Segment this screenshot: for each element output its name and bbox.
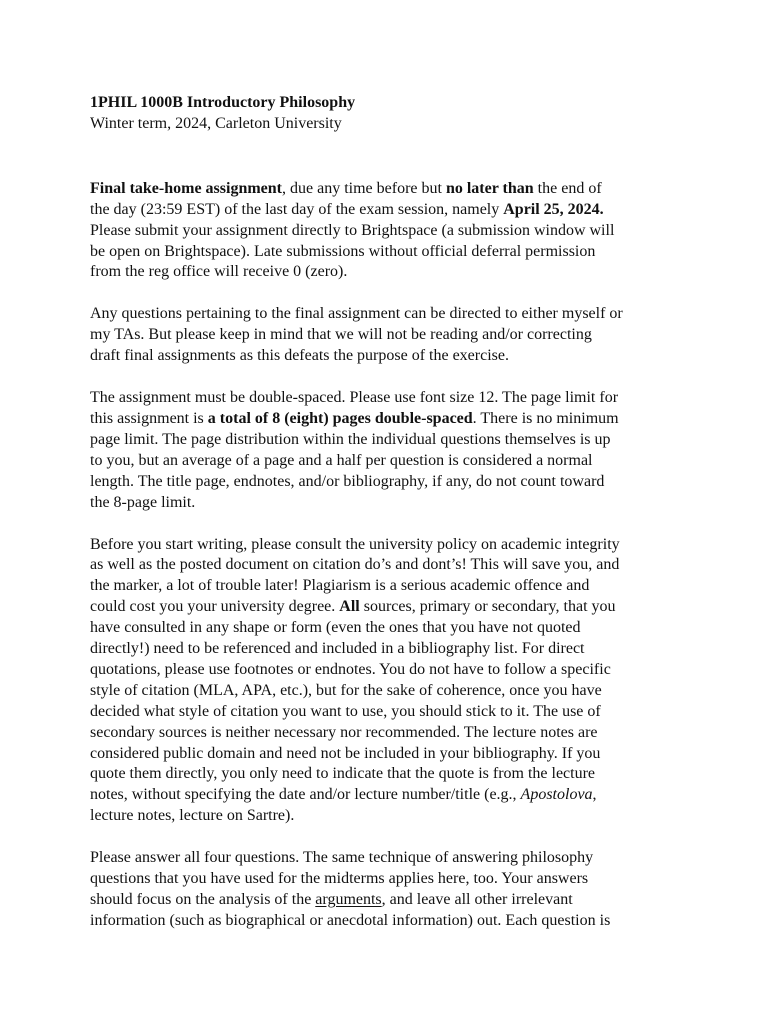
text-line: page limit. The page distribution within the individual questions themselves is up [90, 430, 611, 448]
paragraph-questions [90, 304, 690, 367]
text-line: style of citation (MLA, APA, etc.), but for the sake of coherence, once you have [90, 681, 602, 699]
text-line: as well as the posted document on citation do’s and dont’s! This will save you, and [90, 556, 620, 574]
text-line: draft final assignments as this defeats the purpose of the exercise. [90, 347, 509, 365]
text-line: the day (23:59 EST) of the last day of the exam session, namely April 25, 2024. [90, 200, 604, 218]
text-line: have consulted in any shape or form (even the ones that you have not quoted [90, 619, 581, 637]
paragraph-integrity [90, 535, 690, 828]
text-line: secondary sources is neither necessary nor recommended. The lecture notes are [90, 723, 598, 741]
paragraph-format [90, 388, 690, 513]
text-line: questions that you have used for the midterms applies here, too. Your answers [90, 870, 589, 888]
text-line: quote them directly, you only need to indicate that the quote is from the lecture [90, 765, 596, 783]
text-line: Please answer all four questions. The same technique of answering philosophy [90, 849, 594, 867]
text-line: from the reg office will receive 0 (zero). [90, 263, 348, 281]
course-title: 1PHIL 1000B Introductory Philosophy [90, 94, 356, 111]
paragraph-instructions [90, 848, 690, 932]
text-line: decided what style of citation you want to use, you should stick to it. The use of [90, 702, 601, 720]
text-line: the 8-page limit. [90, 493, 196, 511]
text-line: Any questions pertaining to the final assignment can be directed to either myself or [90, 305, 623, 323]
text-line: should focus on the analysis of the arguments, and leave all other irrelevant [90, 891, 573, 908]
text-line: The assignment must be double-spaced. Please use font size 12. The page limit for [90, 389, 619, 407]
text-line: length. The title page, endnotes, and/or bibliography, if any, do not count toward [90, 472, 605, 490]
text-line: information (such as biographical or anecdotal information) out. Each question is [90, 911, 611, 929]
paragraph-deadline [90, 179, 690, 284]
document-page [90, 93, 690, 932]
term-line: Winter term, 2024, Carleton University [90, 114, 342, 132]
text-line: the marker, a lot of trouble later! Plagiarism is a serious academic offence and [90, 577, 590, 595]
text-line: considered public domain and need not be included in your bibliography. If you [90, 744, 601, 762]
document-header [90, 93, 690, 135]
text-line: quotations, please use footnotes or endnotes. You do not have to follow a specific [90, 660, 611, 678]
text-line: Before you start writing, please consult the university policy on academic integrity [90, 535, 620, 553]
text-line: Final take-home assignment, due any time before but no later than the end of [90, 179, 602, 197]
text-line: to you, but an average of a page and a half per question is considered a normal [90, 451, 593, 469]
text-line: could cost you your university degree. All sources, primary or secondary, that you [90, 598, 616, 616]
text-line: be open on Brightspace). Late submissions without official deferral permission [90, 242, 596, 260]
text-line: this assignment is a total of 8 (eight) pages double-spaced. There is no minimum [90, 409, 619, 427]
text-line: notes, without specifying the date and/or lecture number/title (e.g., Apostolova, [90, 786, 597, 804]
text-line: directly!) need to be referenced and included in a bibliography list. For direct [90, 640, 585, 658]
text-line: lecture notes, lecture on Sartre). [90, 807, 295, 825]
text-line: my TAs. But please keep in mind that we will not be reading and/or correcting [90, 326, 592, 344]
text-line: Please submit your assignment directly to Brightspace (a submission window will [90, 221, 615, 239]
